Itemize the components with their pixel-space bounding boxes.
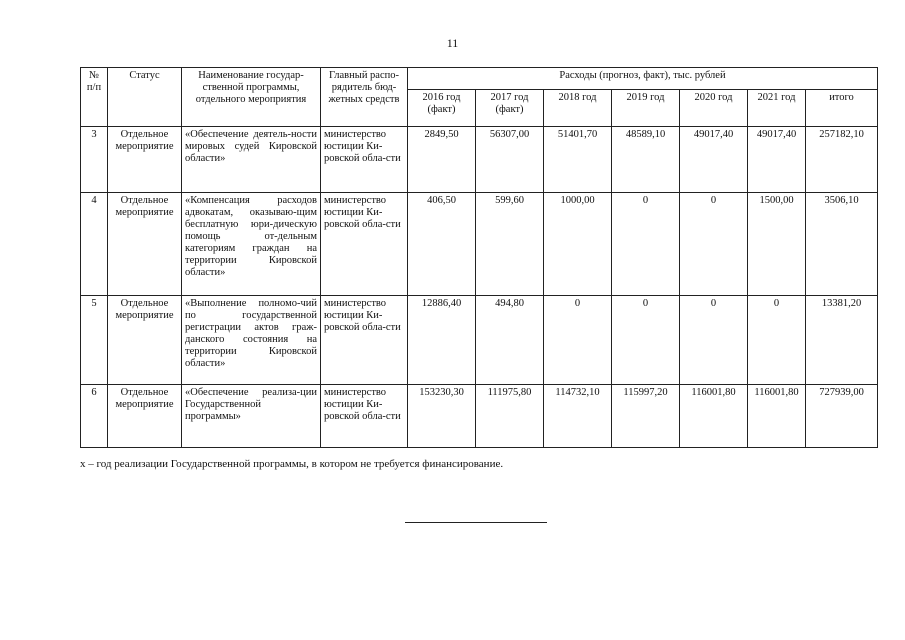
row-admin: министерство юстиции Ки-ровской обла-сти [321,127,408,193]
row-admin: министерство юстиции Ки-ровской обла-сти [321,296,408,385]
row-value: 494,80 [476,296,544,385]
row-total: 3506,10 [806,193,878,296]
row-value: 0 [680,193,748,296]
row-number: 3 [81,127,108,193]
row-value: 0 [612,296,680,385]
budget-table [80,67,878,448]
header-total: итого [806,90,878,127]
row-value: 599,60 [476,193,544,296]
table-row [81,127,878,193]
row-value: 0 [612,193,680,296]
row-admin: министерство юстиции Ки-ровской обла-сти [321,193,408,296]
end-divider [405,522,547,523]
row-value: 48589,10 [612,127,680,193]
header-name: Наименование государ-ственной программы, отдельного мероприятия [182,68,321,127]
table-row [81,296,878,385]
row-value: 153230,30 [408,385,476,448]
header-status: Статус [108,68,182,127]
row-total: 727939,00 [806,385,878,448]
row-value: 115997,20 [612,385,680,448]
header-year: 2018 год [544,90,612,127]
row-value: 111975,80 [476,385,544,448]
row-value: 0 [544,296,612,385]
row-number: 6 [81,385,108,448]
row-total: 13381,20 [806,296,878,385]
header-year: 2021 год [748,90,806,127]
row-name: «Компенсация расходов адвокатам, оказываю-щим бесплатную юри-дическую помощь от-дельным категориям граждан на территории Кировской области» [182,193,321,296]
row-value: 51401,70 [544,127,612,193]
row-value: 116001,80 [680,385,748,448]
header-year: 2017 год (факт) [476,90,544,127]
header-year: 2019 год [612,90,680,127]
header-expenses: Расходы (прогноз, факт), тыс. рублей [408,68,878,90]
footnote: х – год реализации Государственной программы, в котором не требуется финансирование. [80,458,504,470]
table-row [81,193,878,296]
row-value: 2849,50 [408,127,476,193]
row-value: 1500,00 [748,193,806,296]
row-total: 257182,10 [806,127,878,193]
page-number: 11 [446,36,459,50]
row-name: «Выполнение полномо-чий по государственной регистрации актов граж-данского состояния на территории Кировской области» [182,296,321,385]
row-value: 0 [680,296,748,385]
row-status: Отдельное мероприятие [108,127,182,193]
row-status: Отдельное мероприятие [108,296,182,385]
row-number: 4 [81,193,108,296]
header-year: 2016 год (факт) [408,90,476,127]
row-value: 56307,00 [476,127,544,193]
header-admin: Главный распо-рядитель бюд-жетных средств [321,68,408,127]
row-value: 0 [748,296,806,385]
row-value: 114732,10 [544,385,612,448]
table-row [81,385,878,448]
row-number: 5 [81,296,108,385]
row-value: 116001,80 [748,385,806,448]
row-value: 49017,40 [680,127,748,193]
header-year: 2020 год [680,90,748,127]
row-admin: министерство юстиции Ки-ровской обла-сти [321,385,408,448]
header-num: № п/п [81,68,108,127]
row-name: «Обеспечение реализа-ции Государственной программы» [182,385,321,448]
row-value: 12886,40 [408,296,476,385]
row-value: 1000,00 [544,193,612,296]
row-name: «Обеспечение деятель-ности мировых судей Кировской области» [182,127,321,193]
row-status: Отдельное мероприятие [108,193,182,296]
row-value: 49017,40 [748,127,806,193]
row-status: Отдельное мероприятие [108,385,182,448]
row-value: 406,50 [408,193,476,296]
